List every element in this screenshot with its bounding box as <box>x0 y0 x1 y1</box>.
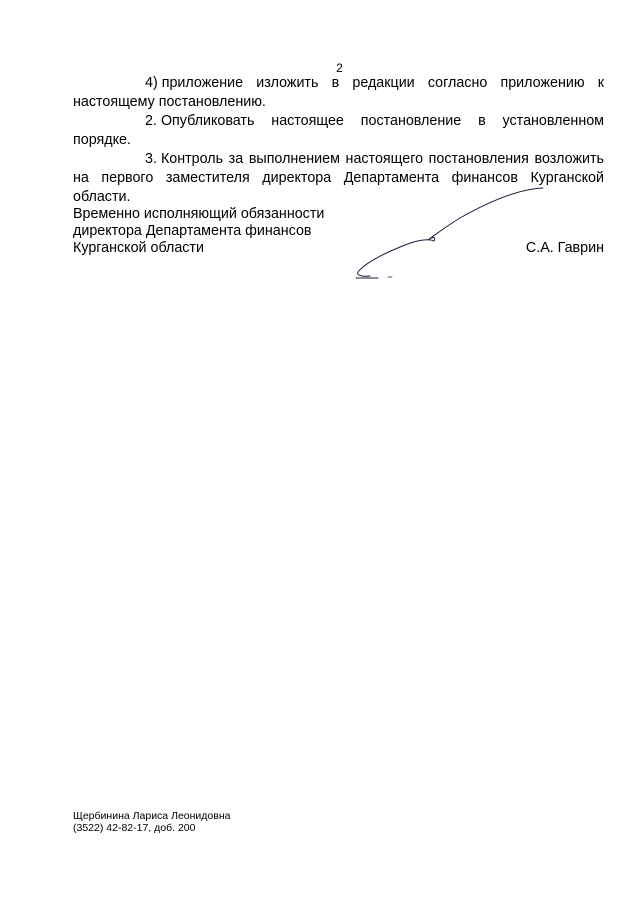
paragraph-item-4 <box>73 74 604 112</box>
position-line: Курганской области <box>73 240 204 256</box>
paragraph-number: 4) <box>145 75 158 91</box>
paragraph-publish <box>73 112 604 150</box>
paragraph-text: Опубликовать настоящее постановление в установленном порядке. <box>73 113 604 148</box>
paragraph-number: 3. <box>145 151 157 167</box>
paragraph-text: приложение изложить в редакции согласно приложению к настоящему постановлению. <box>73 75 604 110</box>
position-line: директора Департамента финансов <box>73 223 312 239</box>
page-number: 2 <box>336 61 343 75</box>
executor-info <box>73 810 230 834</box>
paragraph-text: Контроль за выполнением настоящего постановления возложить на первого заместителя директора Департамента финансов Курганской области. <box>73 151 604 205</box>
position-line: Временно исполняющий обязанности <box>73 206 325 222</box>
executor-phone: (3522) 42-82-17, доб. 200 <box>73 822 196 834</box>
signer-name: С.А. Гаврин <box>525 240 604 256</box>
handwritten-signature <box>350 183 550 283</box>
paragraph-number: 2. <box>145 113 157 129</box>
executor-name: Щербинина Лариса Леонидовна <box>73 810 231 822</box>
